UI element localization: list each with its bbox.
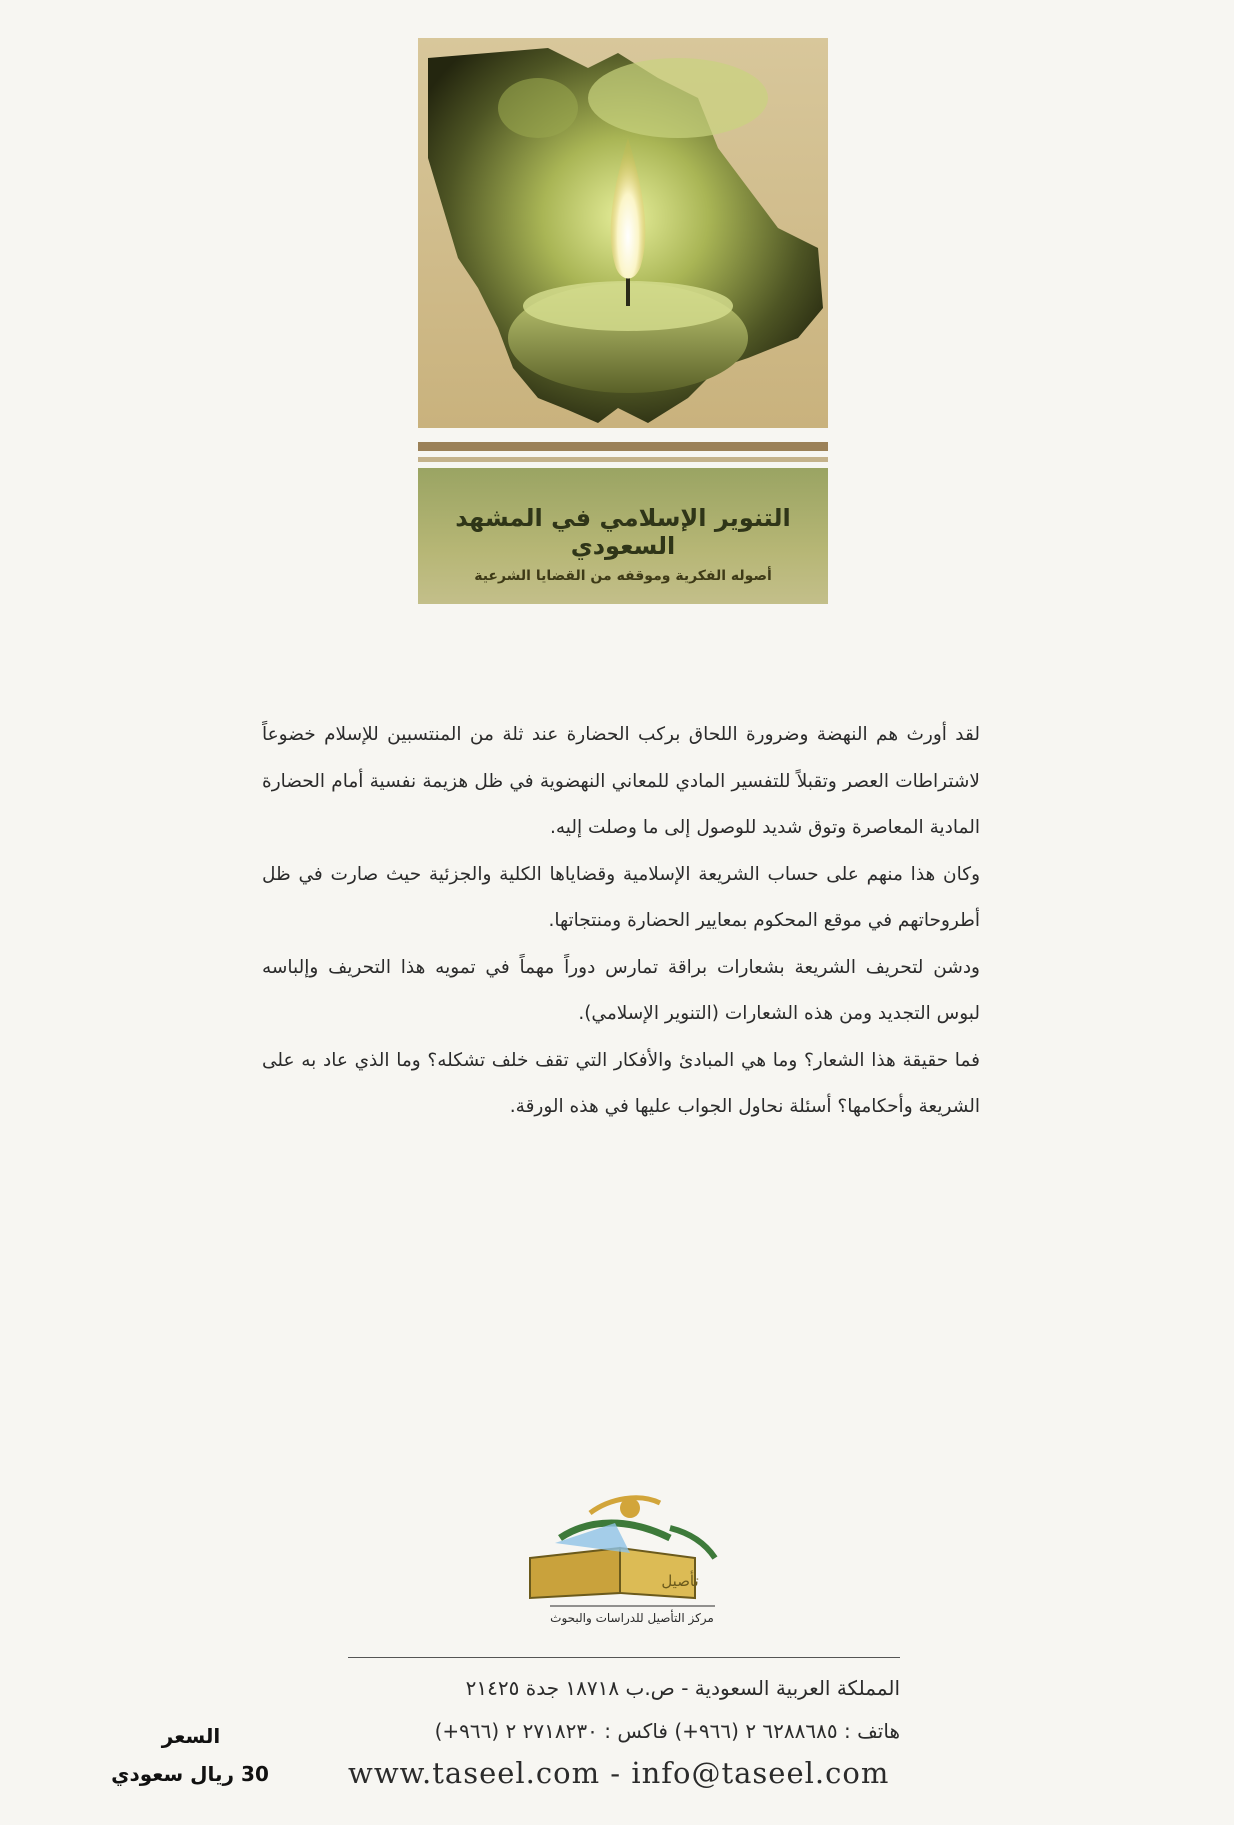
title-panel bbox=[418, 468, 828, 604]
map-candle-image bbox=[418, 38, 828, 428]
logo-subtext: مركز التأصيل للدراسات والبحوث bbox=[550, 1611, 714, 1625]
cover-divider bbox=[418, 442, 828, 462]
blurb-paragraph: لقد أورث هم النهضة وضرورة اللحاق بركب الحضارة عند ثلة من المنتسبين للإسلام خضوعاً لاشتراطات العصر وتقبلاً للتفسير المادي للمعاني النهضوية في ظل هزيمة نفسية أمام الحضارة المادية المعاصرة وتوق شديد للوصول إلى ما وصلت إليه. bbox=[262, 724, 980, 838]
publisher-web: www.taseel.com - info@taseel.com bbox=[348, 1756, 890, 1790]
price-value: 30 ريال سعودي bbox=[111, 1762, 269, 1786]
blurb-paragraph: ودشن لتحريف الشريعة بشعارات براقة تمارس دوراً مهماً في تمويه هذا التحريف وإلباسه لبوس التجديد ومن هذه الشعارات (التنوير الإسلامي). bbox=[262, 956, 980, 1024]
blurb-paragraph: فما حقيقة هذا الشعار؟ وما هي المبادئ والأفكار التي تقف خلف تشكله؟ وما الذي عاد به على الشريعة وأحكامها؟ أسئلة نحاول الجواب عليها في هذه الورقة. bbox=[262, 1049, 980, 1117]
blurb-paragraph: وكان هذا منهم على حساب الشريعة الإسلامية وقضاياها الكلية والجزئية حيث صارت في ظل أطروحاتهم في موقع المحكوم بمعايير الحضارة ومنتجاتها. bbox=[262, 863, 980, 931]
book-subtitle: أصوله الفكرية وموقفه من القضايا الشرعية bbox=[474, 568, 772, 584]
publisher-address: المملكة العربية السعودية - ص.ب ١٨٧١٨ جدة ٢١٤٢٥ bbox=[465, 1676, 900, 1700]
cover-art bbox=[418, 38, 828, 428]
book-title: التنوير الإسلامي في المشهد السعودي bbox=[455, 504, 791, 560]
price-label: السعر bbox=[161, 1724, 221, 1748]
logo-wordmark: تأصيل bbox=[661, 1572, 699, 1590]
open-book-icon bbox=[520, 1478, 732, 1626]
back-cover-blurb bbox=[262, 712, 980, 1131]
publisher-phone: هاتف : ٦٢٨٨٦٨٥ ٢ (٩٦٦+) فاكس : ٢٧١٨٢٣٠ ٢ (٩٦٦+) bbox=[434, 1719, 900, 1743]
footer-divider bbox=[348, 1657, 900, 1658]
publisher-logo bbox=[520, 1478, 732, 1626]
